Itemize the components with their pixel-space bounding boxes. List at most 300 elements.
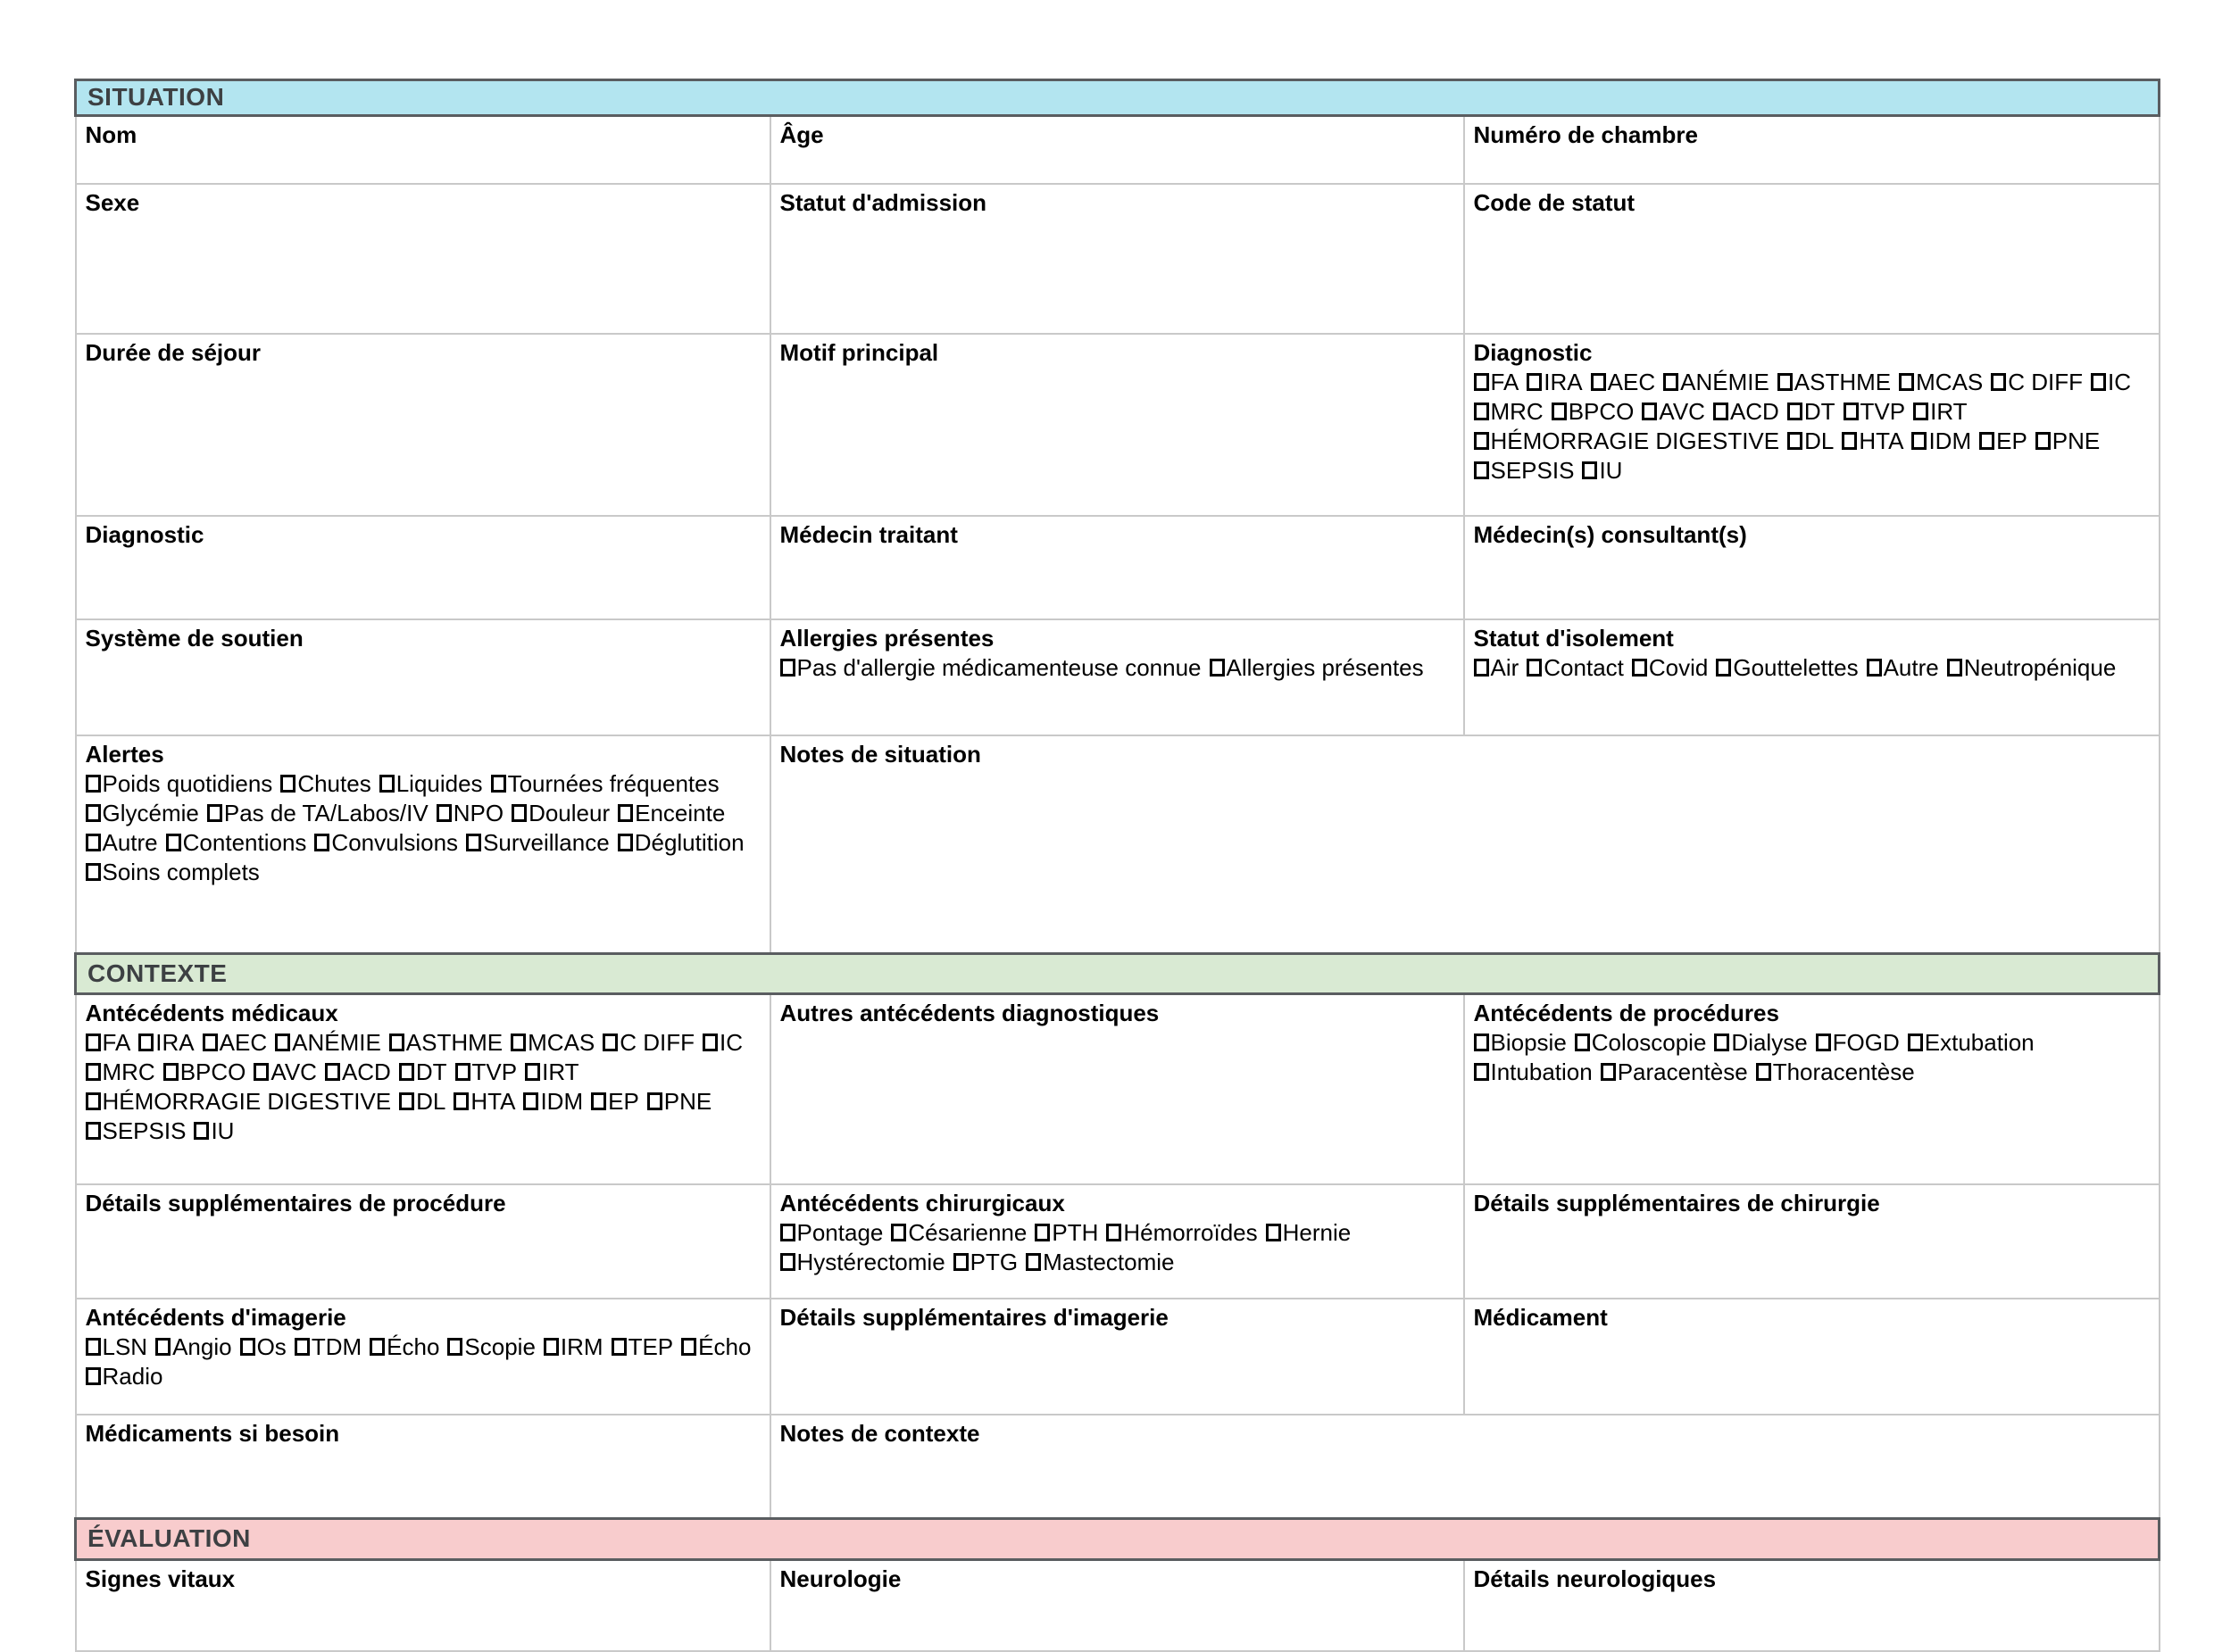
checkbox-label: Glycémie [102, 800, 199, 826]
checkbox-icon[interactable] [1474, 373, 1489, 391]
checkbox-icon[interactable] [86, 1338, 101, 1356]
checkbox-label: Coloscopie [1591, 1029, 1707, 1056]
checkbox-option[interactable] [86, 828, 158, 858]
checkbox-option[interactable] [254, 1058, 317, 1087]
checkbox-label: C DIFF [620, 1029, 695, 1056]
checkbox-label: Césarienne [908, 1219, 1028, 1246]
checkbox-option[interactable] [1210, 653, 1424, 683]
checkbox-icon[interactable] [780, 659, 795, 677]
checkbox-option[interactable] [1787, 397, 1835, 427]
checkbox-option[interactable] [275, 1028, 381, 1058]
checkbox-icon[interactable] [1527, 659, 1542, 677]
checkbox-option[interactable] [1787, 427, 1834, 456]
cell-antecedents-de-procedures[interactable] [1464, 994, 2160, 1185]
cell-notes-de-contexte[interactable] [770, 1415, 2160, 1519]
checkbox-icon[interactable] [618, 834, 633, 851]
checkbox-label: PTG [970, 1249, 1019, 1275]
checkbox-option[interactable] [618, 799, 725, 828]
checkbox-option[interactable] [603, 1028, 695, 1058]
cell-signes-vitaux[interactable] [76, 1560, 770, 1652]
checkbox-option[interactable] [1642, 397, 1705, 427]
checkbox-label: Écho [387, 1333, 440, 1360]
checkbox-option[interactable] [86, 799, 199, 828]
field-label: Code de statut [1473, 189, 1636, 216]
checkbox-icon[interactable] [1716, 659, 1731, 677]
checkbox-icon[interactable] [1582, 461, 1597, 479]
checkbox-icon[interactable] [2091, 373, 2106, 391]
checkbox-option[interactable] [86, 1332, 148, 1362]
checkbox-icon[interactable] [1714, 1034, 1729, 1051]
form-sheet [74, 79, 2158, 1652]
checkbox-option[interactable] [1867, 653, 1939, 683]
handoff-form-table [74, 79, 2160, 1652]
checkbox-icon[interactable] [207, 804, 222, 822]
checkbox-option[interactable] [703, 1028, 743, 1058]
checkbox-option[interactable] [1474, 1058, 1593, 1087]
checkbox-icon[interactable] [511, 1034, 526, 1051]
checkbox-label: MRC [1490, 398, 1544, 425]
cell-duree-de-sejour[interactable] [76, 334, 770, 516]
checkbox-option[interactable] [1026, 1248, 1174, 1277]
checkbox-option[interactable] [491, 769, 720, 799]
checkbox-icon[interactable] [314, 834, 329, 851]
checkbox-icon[interactable] [86, 1034, 101, 1051]
checkbox-icon[interactable] [1474, 659, 1489, 677]
checkbox-icon[interactable] [437, 804, 452, 822]
field-label: Antécédents de procédures [1473, 1000, 1779, 1026]
checkbox-option[interactable] [1663, 368, 1769, 397]
checkbox-list [780, 653, 1454, 683]
checkbox-option[interactable] [1979, 427, 2027, 456]
checkbox-option[interactable] [1632, 653, 1708, 683]
checkbox-label: TVP [471, 1058, 518, 1085]
checkbox-label: FOGD [1832, 1029, 1900, 1056]
checkbox-icon[interactable] [86, 804, 101, 822]
checkbox-list [1474, 653, 2150, 683]
cell-sexe[interactable] [76, 184, 770, 334]
checkbox-option[interactable] [1474, 368, 1519, 397]
checkbox-option[interactable] [891, 1218, 1027, 1248]
checkbox-option[interactable] [681, 1332, 751, 1362]
checkbox-icon[interactable] [780, 1224, 795, 1241]
checkbox-icon[interactable] [1947, 659, 1962, 677]
checkbox-option[interactable] [163, 1058, 246, 1087]
checkbox-icon[interactable] [1474, 432, 1489, 450]
checkbox-icon[interactable] [86, 1122, 101, 1140]
checkbox-icon[interactable] [523, 1092, 538, 1110]
checkbox-icon[interactable] [1026, 1253, 1041, 1271]
checkbox-icon[interactable] [455, 1063, 470, 1081]
checkbox-icon[interactable] [447, 1338, 462, 1356]
cell-statut-admission[interactable] [770, 184, 1464, 334]
checkbox-icon[interactable] [603, 1034, 618, 1051]
checkbox-icon[interactable] [1552, 403, 1567, 420]
checkbox-label: HTA [1859, 428, 1904, 454]
checkbox-icon[interactable] [86, 834, 101, 851]
cell-medicaments-si-besoin[interactable] [76, 1415, 770, 1519]
checkbox-icon[interactable] [1601, 1063, 1616, 1081]
field-label: Diagnostic [1473, 339, 1593, 366]
checkbox-option[interactable] [389, 1028, 503, 1058]
checkbox-option[interactable] [437, 799, 504, 828]
checkbox-label: LSN [102, 1333, 148, 1360]
checkbox-icon[interactable] [544, 1338, 559, 1356]
checkbox-label: Thoracentèse [1772, 1058, 1915, 1085]
field-label: Détails supplémentaires de procédure [85, 1190, 506, 1216]
checkbox-option[interactable] [314, 828, 458, 858]
checkbox-icon[interactable] [1911, 432, 1927, 450]
checkbox-icon[interactable] [1575, 1034, 1590, 1051]
cell-antecedents-medicaux[interactable] [76, 994, 770, 1185]
checkbox-option[interactable] [325, 1058, 391, 1087]
checkbox-option[interactable] [86, 1087, 392, 1117]
field-label: Médicaments si besoin [85, 1420, 340, 1447]
checkbox-option[interactable] [1601, 1058, 1748, 1087]
checkbox-icon[interactable] [86, 1367, 101, 1385]
checkbox-label: ASTHME [1794, 369, 1892, 395]
checkbox-icon[interactable] [1474, 1034, 1489, 1051]
checkbox-icon[interactable] [647, 1092, 662, 1110]
checkbox-icon[interactable] [1591, 373, 1606, 391]
checkbox-option[interactable] [1713, 397, 1779, 427]
checkbox-icon[interactable] [240, 1338, 255, 1356]
checkbox-option[interactable] [2091, 368, 2131, 397]
checkbox-label: IC [2108, 369, 2132, 395]
checkbox-option[interactable] [86, 769, 273, 799]
checkbox-icon[interactable] [1266, 1224, 1281, 1241]
checkbox-icon[interactable] [466, 834, 481, 851]
checkbox-icon[interactable] [1899, 373, 1914, 391]
checkbox-list [86, 1028, 761, 1146]
field-label: Allergies présentes [779, 625, 995, 652]
checkbox-label: Biopsie [1490, 1029, 1567, 1056]
checkbox-icon[interactable] [618, 804, 633, 822]
checkbox-option[interactable] [1035, 1218, 1098, 1248]
checkbox-icon[interactable] [1106, 1224, 1121, 1241]
checkbox-icon[interactable] [1035, 1224, 1050, 1241]
cell-antecedents-imagerie[interactable] [76, 1299, 770, 1415]
checkbox-label: TEP [628, 1333, 674, 1360]
checkbox-label: IDM [540, 1088, 584, 1115]
cell-systeme-de-soutien[interactable] [76, 619, 770, 735]
cell-notes-de-situation[interactable] [770, 735, 2160, 954]
checkbox-option[interactable] [1474, 397, 1544, 427]
field-label: Médecin(s) consultant(s) [1473, 521, 1747, 548]
checkbox-icon[interactable] [86, 1092, 101, 1110]
checkbox-icon[interactable] [370, 1338, 385, 1356]
checkbox-icon[interactable] [591, 1092, 606, 1110]
checkbox-icon[interactable] [389, 1034, 404, 1051]
checkbox-label: Enceinte [635, 800, 726, 826]
checkbox-icon[interactable] [780, 1253, 795, 1271]
checkbox-option[interactable] [399, 1087, 445, 1117]
checkbox-option[interactable] [1474, 653, 1519, 683]
checkbox-option[interactable] [544, 1332, 603, 1362]
field-label: Autres antécédents diagnostiques [779, 1000, 1160, 1026]
checkbox-option[interactable] [454, 1087, 515, 1117]
checkbox-icon[interactable] [399, 1063, 414, 1081]
cell-medicament[interactable] [1464, 1299, 2160, 1415]
checkbox-icon[interactable] [379, 775, 395, 793]
checkbox-option[interactable] [780, 1218, 884, 1248]
checkbox-label: Mastectomie [1043, 1249, 1175, 1275]
cell-details-supplementaires-de-procedure[interactable] [76, 1184, 770, 1299]
checkbox-label: EP [1996, 428, 2027, 454]
checkbox-icon[interactable] [1663, 373, 1678, 391]
checkbox-option[interactable] [1591, 368, 1655, 397]
checkbox-label: EP [608, 1088, 639, 1115]
checkbox-icon[interactable] [1844, 403, 1859, 420]
checkbox-icon[interactable] [703, 1034, 718, 1051]
cell-allergies-presentes[interactable] [770, 619, 1464, 735]
checkbox-label: PNE [2052, 428, 2101, 454]
cell-details-supplementaires-de-chirurgie[interactable] [1464, 1184, 2160, 1299]
checkbox-icon[interactable] [1713, 403, 1728, 420]
checkbox-icon[interactable] [491, 775, 506, 793]
section-header-situation: SITUATION [76, 80, 2160, 116]
checkbox-icon[interactable] [280, 775, 295, 793]
checkbox-label: HÉMORRAGIE DIGESTIVE [102, 1088, 392, 1115]
checkbox-icon[interactable] [512, 804, 527, 822]
checkbox-label: BPCO [1568, 398, 1635, 425]
checkbox-label: C DIFF [2008, 369, 2084, 395]
cell-details-supplementaires-imagerie[interactable] [770, 1299, 1464, 1415]
checkbox-icon[interactable] [681, 1338, 696, 1356]
checkbox-label: DT [415, 1058, 447, 1085]
checkbox-icon[interactable] [325, 1063, 340, 1081]
cell-medecins-consultants[interactable] [1464, 516, 2160, 619]
checkbox-option[interactable] [166, 828, 307, 858]
checkbox-icon[interactable] [1991, 373, 2006, 391]
checkbox-option[interactable] [1842, 427, 1903, 456]
checkbox-icon[interactable] [1474, 1063, 1489, 1081]
field-label: Détails neurologiques [1473, 1565, 1717, 1592]
field-label: Statut d'isolement [1473, 625, 1674, 652]
checkbox-icon[interactable] [1632, 659, 1647, 677]
checkbox-option[interactable] [86, 1117, 187, 1146]
checkbox-option[interactable] [1714, 1028, 1807, 1058]
checkbox-option[interactable] [1777, 368, 1891, 397]
checkbox-icon[interactable] [454, 1092, 469, 1110]
checkbox-label: IU [211, 1117, 235, 1144]
checkbox-icon[interactable] [1787, 432, 1802, 450]
field-label: Antécédents d'imagerie [85, 1304, 346, 1331]
checkbox-label: Autre [1883, 654, 1939, 681]
checkbox-option[interactable] [1756, 1058, 1915, 1087]
checkbox-label: Convulsions [331, 829, 459, 856]
checkbox-icon[interactable] [86, 863, 101, 881]
field-label: Notes de situation [779, 741, 981, 768]
checkbox-label: ANÉMIE [1680, 369, 1769, 395]
checkbox-option[interactable] [1266, 1218, 1352, 1248]
checkbox-option[interactable] [1913, 397, 1967, 427]
checkbox-icon[interactable] [525, 1063, 540, 1081]
checkbox-icon[interactable] [1642, 403, 1657, 420]
checkbox-icon[interactable] [1756, 1063, 1771, 1081]
checkbox-icon[interactable] [399, 1092, 414, 1110]
checkbox-option[interactable] [523, 1087, 583, 1117]
checkbox-icon[interactable] [1867, 659, 1882, 677]
checkbox-option[interactable] [525, 1058, 578, 1087]
checkbox-label: AVC [1659, 398, 1705, 425]
cell-details-neurologiques[interactable] [1464, 1560, 2160, 1652]
checkbox-option[interactable] [280, 769, 370, 799]
checkbox-label: NPO [453, 800, 504, 826]
checkbox-label: IC [720, 1029, 744, 1056]
checkbox-option[interactable] [155, 1332, 232, 1362]
checkbox-option[interactable] [86, 858, 260, 887]
checkbox-icon[interactable] [1816, 1034, 1831, 1051]
checkbox-icon[interactable] [203, 1034, 218, 1051]
checkbox-label: DT [1803, 398, 1835, 425]
checkbox-label: MCAS [1916, 369, 1984, 395]
checkbox-option[interactable] [1947, 653, 2117, 683]
checkbox-option[interactable] [953, 1248, 1018, 1277]
checkbox-option[interactable] [1816, 1028, 1900, 1058]
checkbox-option[interactable] [1575, 1028, 1707, 1058]
field-label: Neurologie [779, 1565, 902, 1592]
checkbox-label: Écho [698, 1333, 752, 1360]
checkbox-label: IRA [155, 1029, 195, 1056]
section-header-contexte: CONTEXTE [76, 954, 2160, 994]
checkbox-icon[interactable] [166, 834, 181, 851]
checkbox-option[interactable] [1899, 368, 1983, 397]
checkbox-label: HÉMORRAGIE DIGESTIVE [1490, 428, 1780, 454]
cell-nom[interactable] [76, 116, 770, 185]
checkbox-label: Tournées fréquentes [507, 770, 720, 797]
checkbox-option[interactable] [591, 1087, 639, 1117]
checkbox-option[interactable] [207, 799, 429, 828]
checkbox-option[interactable] [194, 1117, 234, 1146]
checkbox-label: Chutes [297, 770, 371, 797]
checkbox-option[interactable] [455, 1058, 518, 1087]
checkbox-icon[interactable] [163, 1063, 179, 1081]
checkbox-option[interactable] [1527, 368, 1582, 397]
checkbox-option[interactable] [1908, 1028, 2035, 1058]
checkbox-label: PNE [663, 1088, 712, 1115]
cell-age[interactable] [770, 116, 1464, 185]
cell-medecin-traitant[interactable] [770, 516, 1464, 619]
checkbox-option[interactable] [86, 1058, 155, 1087]
checkbox-option[interactable] [1911, 427, 1971, 456]
checkbox-label: MCAS [528, 1029, 595, 1056]
field-label: Médecin traitant [779, 521, 958, 548]
checkbox-label: TVP [1860, 398, 1906, 425]
checkbox-label: PTH [1052, 1219, 1099, 1246]
checkbox-label: SEPSIS [1490, 457, 1575, 484]
checkbox-icon[interactable] [1842, 432, 1857, 450]
checkbox-icon[interactable] [295, 1338, 310, 1356]
checkbox-option[interactable] [399, 1058, 447, 1087]
checkbox-option[interactable] [647, 1087, 712, 1117]
checkbox-icon[interactable] [86, 775, 101, 793]
checkbox-icon[interactable] [612, 1338, 627, 1356]
checkbox-icon[interactable] [1908, 1034, 1923, 1051]
cell-numero-de-chambre[interactable] [1464, 116, 2160, 185]
section-header-evaluation: ÉVALUATION [76, 1519, 2160, 1560]
checkbox-option[interactable] [780, 653, 1202, 683]
checkbox-option[interactable] [1552, 397, 1635, 427]
checkbox-option[interactable] [2035, 427, 2100, 456]
checkbox-option[interactable] [86, 1028, 131, 1058]
checkbox-option[interactable] [1991, 368, 2083, 397]
checkbox-icon[interactable] [254, 1063, 269, 1081]
checkbox-label: Intubation [1490, 1058, 1593, 1085]
checkbox-label: AVC [271, 1058, 317, 1085]
cell-neurologie[interactable] [770, 1560, 1464, 1652]
cell-autres-antecedents-diagnostiques[interactable] [770, 994, 1464, 1185]
checkbox-label: Hystérectomie [796, 1249, 945, 1275]
field-label: Antécédents médicaux [85, 1000, 338, 1026]
checkbox-icon[interactable] [138, 1034, 154, 1051]
checkbox-option[interactable] [447, 1332, 536, 1362]
cell-diagnostic-codes[interactable] [1464, 334, 2160, 516]
cell-motif-principal[interactable] [770, 334, 1464, 516]
checkbox-label: BPCO [179, 1058, 246, 1085]
field-label: Détails supplémentaires de chirurgie [1473, 1190, 1880, 1216]
checkbox-option[interactable] [1474, 456, 1575, 486]
checkbox-option[interactable] [1474, 1028, 1567, 1058]
checkbox-option[interactable] [203, 1028, 267, 1058]
checkbox-icon[interactable] [1913, 403, 1928, 420]
checkbox-option[interactable] [240, 1332, 287, 1362]
checkbox-option[interactable] [370, 1332, 439, 1362]
checkbox-icon[interactable] [1527, 373, 1542, 391]
checkbox-label: IU [1599, 457, 1623, 484]
checkbox-icon[interactable] [1474, 403, 1489, 420]
checkbox-option[interactable] [512, 799, 610, 828]
checkbox-option[interactable] [1527, 653, 1624, 683]
checkbox-label: Angio [172, 1333, 232, 1360]
checkbox-icon[interactable] [1474, 461, 1489, 479]
checkbox-label: Déglutition [634, 829, 745, 856]
checkbox-icon[interactable] [1777, 373, 1793, 391]
checkbox-option[interactable] [1474, 427, 1780, 456]
checkbox-icon[interactable] [1979, 432, 1994, 450]
checkbox-icon[interactable] [2035, 432, 2051, 450]
checkbox-icon[interactable] [86, 1063, 101, 1081]
cell-code-de-statut[interactable] [1464, 184, 2160, 334]
checkbox-option[interactable] [612, 1332, 674, 1362]
checkbox-option[interactable] [86, 1362, 163, 1391]
checkbox-option[interactable] [138, 1028, 194, 1058]
checkbox-option[interactable] [618, 828, 745, 858]
checkbox-icon[interactable] [1787, 403, 1802, 420]
checkbox-option[interactable] [1582, 456, 1622, 486]
cell-antecedents-chirurgicaux[interactable] [770, 1184, 1464, 1299]
checkbox-option[interactable] [466, 828, 610, 858]
checkbox-icon[interactable] [953, 1253, 969, 1271]
checkbox-icon[interactable] [891, 1224, 906, 1241]
field-label: Numéro de chambre [1473, 121, 1698, 148]
checkbox-option[interactable] [1106, 1218, 1257, 1248]
checkbox-option[interactable] [511, 1028, 595, 1058]
checkbox-option[interactable] [1844, 397, 1906, 427]
cell-statut-isolement[interactable] [1464, 619, 2160, 735]
field-label: Nom [85, 121, 137, 148]
checkbox-icon[interactable] [194, 1122, 209, 1140]
checkbox-option[interactable] [295, 1332, 362, 1362]
checkbox-option[interactable] [780, 1248, 945, 1277]
checkbox-option[interactable] [1716, 653, 1858, 683]
checkbox-label: Extubation [1924, 1029, 2035, 1056]
checkbox-icon[interactable] [1210, 659, 1225, 677]
checkbox-icon[interactable] [155, 1338, 171, 1356]
checkbox-icon[interactable] [275, 1034, 290, 1051]
cell-diagnostic-texte[interactable] [76, 516, 770, 619]
checkbox-option[interactable] [379, 769, 483, 799]
cell-alertes[interactable] [76, 735, 770, 954]
